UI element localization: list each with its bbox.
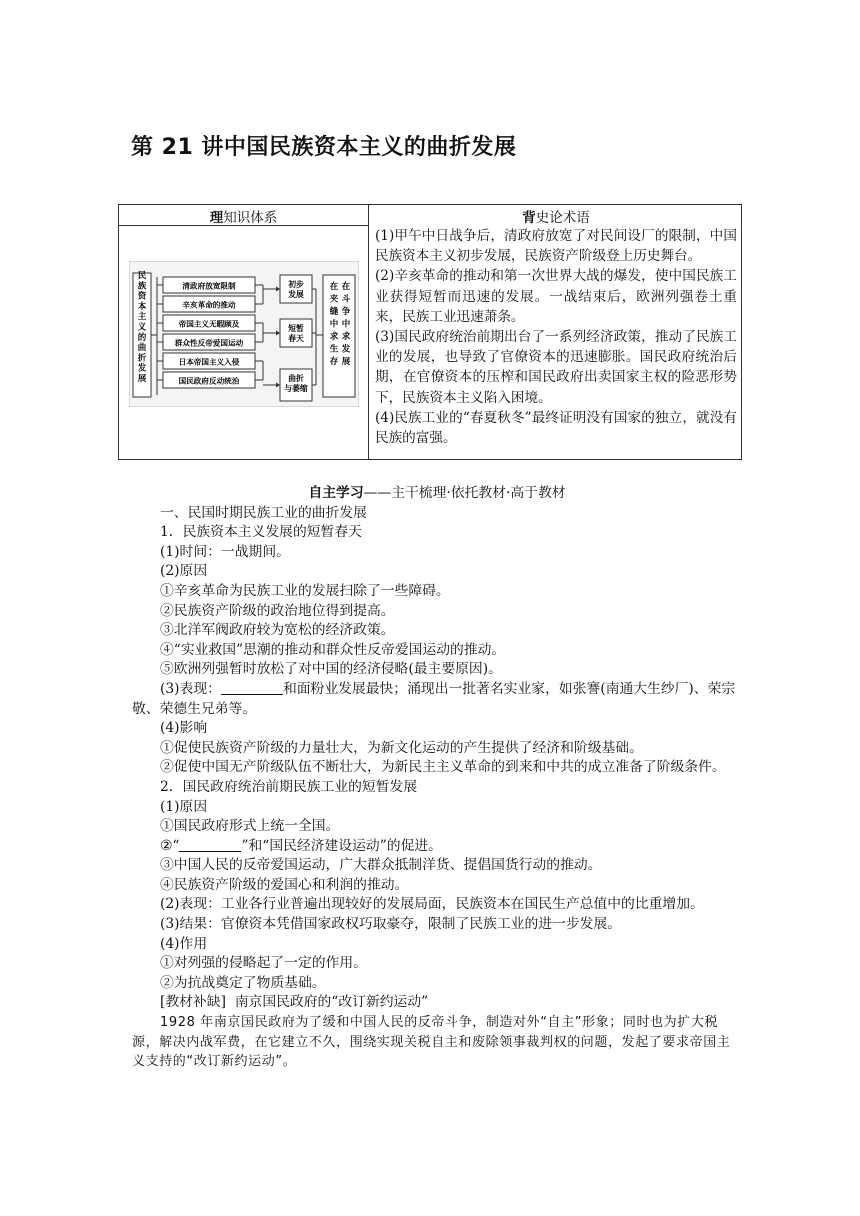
text-line: (4)影响	[160, 720, 208, 737]
main-content	[132, 484, 742, 1072]
text-line: ④“实业救国”思潮的推动和群众性反帝爱国运动的推动。	[160, 641, 506, 658]
text-line: (2)原因	[160, 563, 208, 580]
page-title: 第 21 讲中国民族资本主义的曲折发展	[131, 135, 517, 160]
history-terms-header: 背史论术语	[522, 210, 590, 226]
table-divider	[368, 205, 369, 459]
text-line: (1)时间：一战期间。	[160, 543, 290, 560]
text-line-with-blank: ②“ ”和“国民经济建设运动”的促进。	[160, 837, 442, 854]
text-line: (2)表现：工业各行业普遍出现较好的发展局面，民族资本在国民生产总值中的比重增加。	[160, 896, 704, 913]
text-line: ③北洋军阀政府较为宽松的经济政策。	[160, 622, 395, 639]
diagram-conclusion-label: 在夹缝中求生存在斗争中求发展	[329, 282, 351, 367]
knowledge-diagram	[129, 261, 359, 407]
subheading-2: 2．国民政府统治前期民族工业的短暂发展	[160, 778, 418, 795]
diagram-cause-label: 帝国主义无暇顾及	[178, 319, 240, 329]
diagram-cause-label: 清政府放宽限制	[182, 281, 236, 291]
diagram-stage-label: 初步发展	[288, 280, 304, 299]
section-heading: 自主学习——主干梳理·依托教材·高于教材	[308, 485, 566, 501]
text-line: ①辛亥革命为民族工业的发展扫除了一些障碍。	[160, 582, 450, 599]
text-line-with-blank: (3)表现： 和面粉业发展最快；涌现出一批著名实业家，如张謇(南通大生纱厂)、荣宗敬、荣德生兄弟等。	[132, 680, 736, 717]
diagram-cause-label: 辛亥革命的推动	[182, 300, 236, 310]
text-line: ⑤欧洲列强暂时放松了对中国的经济侵略(最主要原因)。	[160, 661, 502, 678]
diagram-stage-label: 曲折与萎缩	[284, 374, 308, 393]
answer-blank[interactable]	[221, 680, 283, 695]
knowledge-table	[118, 204, 742, 460]
text-line: ①国民政府形式上统一全国。	[160, 818, 340, 835]
text-line: ②促使中国无产阶级队伍不断壮大，为新民主主义革命的到来和中共的成立准备了阶级条件。	[160, 759, 726, 776]
term-2: (2)辛亥革命的推动和第一次世界大战的爆发，使中国民族工业获得短暂而迅速的发展。一战结束后，欧洲列强卷土重来，民族工业迅速萧条。	[375, 268, 737, 325]
text-line: ①对列强的侵略起了一定的作用。	[160, 955, 367, 972]
knowledge-system-header: 理知识体系	[209, 210, 278, 226]
text-line: ①促使民族资产阶级的力量壮大，为新文化运动的产生提供了经济和阶级基础。	[160, 739, 643, 756]
text-line: ③中国人民的反帝爱国运动，广大群众抵制洋货、提倡国货行动的推动。	[160, 857, 602, 874]
diagram-root-label: 民族资本主义的曲折发展	[137, 271, 147, 384]
subheading-1: 1．民族资本主义发展的短暂春天	[160, 524, 362, 541]
heading-1: 一、民国时期民族工业的曲折发展	[160, 504, 367, 521]
term-3: (3)国民政府统治前期出台了一系列经济政策，推动了民族工业的发展，也导致了官僚资本的迅速膨胀。国民政府统治后期，在官僚资本的压榨和国民政府出卖国家主权的险恶形势下，民族资本主义陷入困境。	[375, 329, 737, 406]
text-line: ②民族资产阶级的政治地位得到提高。	[160, 602, 395, 619]
history-terms	[375, 226, 737, 448]
diagram-stage-label: 短暂春天	[288, 324, 304, 343]
term-1: (1)甲午中日战争后，清政府放宽了对民间设厂的限制，中国民族资本主义初步发展，民族资产阶级登上历史舞台。	[375, 228, 737, 265]
diagram-cause-label: 日本帝国主义入侵	[178, 357, 240, 367]
answer-blank[interactable]	[179, 837, 241, 852]
text-line: (3)结果：官僚资本凭借国家政权巧取豪夺，限制了民族工业的进一步发展。	[160, 916, 622, 933]
text-line: (4)作用	[160, 935, 208, 952]
text-line: (1)原因	[160, 798, 208, 815]
supplement-note: 1928 年南京国民政府为了缓和中国人民的反帝斗争，制造对外“自主”形象；同时也为扩大税源，解决内战军费，在它建立不久，围绕实现关税自主和废除领事裁判权的问题，发起了要求帝国主义支持的“改订新约运动”。	[132, 1015, 731, 1070]
diagram-cause-label: 群众性反帝爱国运动	[174, 338, 244, 348]
term-4: (4)民族工业的“春夏秋冬”最终证明没有国家的独立，就没有民族的富强。	[375, 409, 737, 447]
supplement-heading: [教材补缺] 南京国民政府的“改订新约运动”	[160, 994, 429, 1011]
text-line: ②为抗战奠定了物质基础。	[160, 974, 326, 991]
text-line: ④民族资产阶级的爱国心和利润的推动。	[160, 876, 409, 893]
diagram-cause-label: 国民政府反动统治	[178, 376, 240, 386]
